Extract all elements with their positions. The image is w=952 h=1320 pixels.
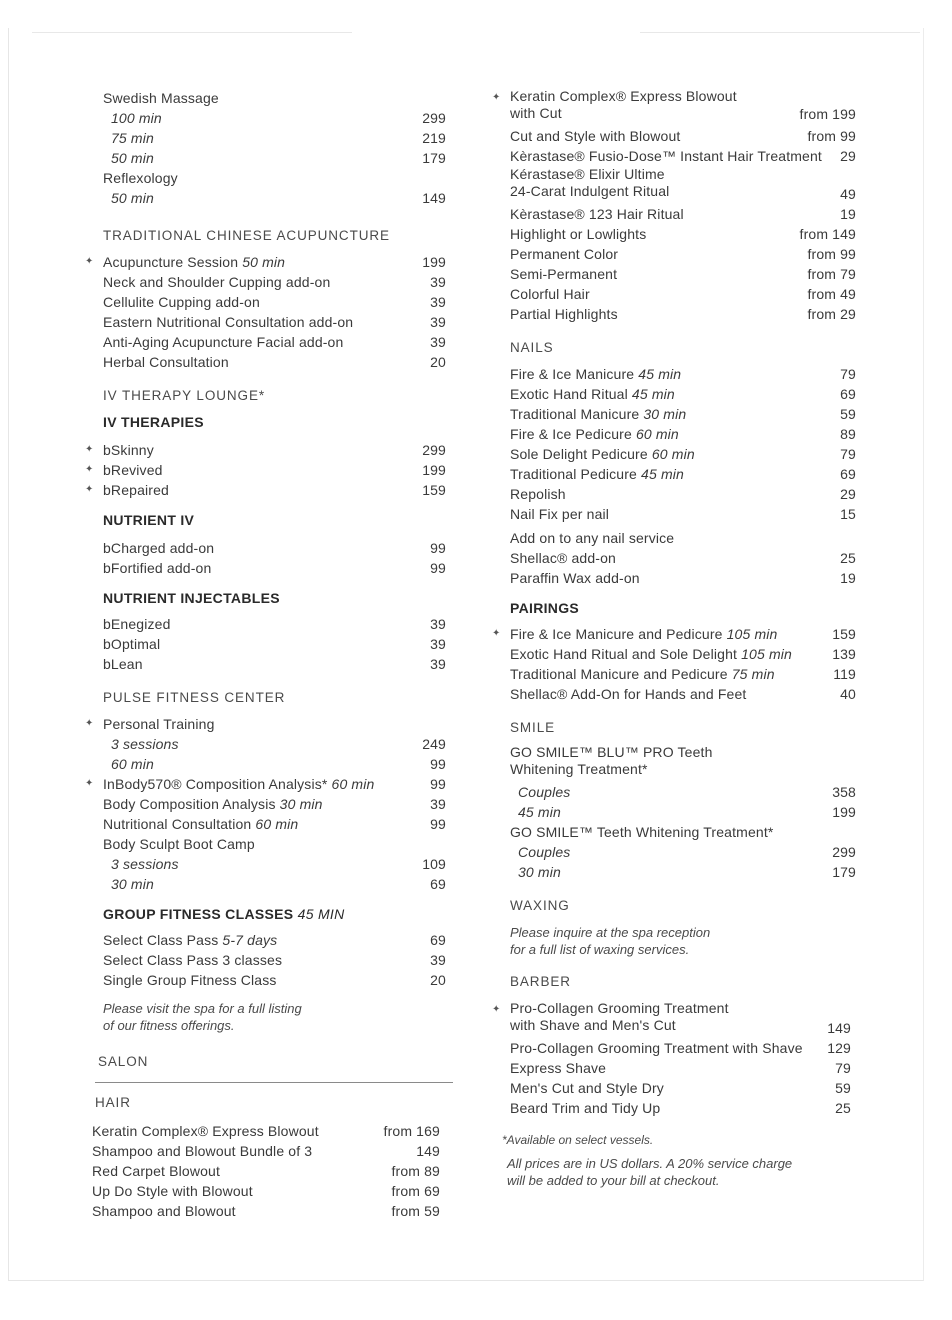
acupuncture-items	[103, 272, 453, 372]
item-price: 15	[840, 506, 856, 522]
menu-item-row	[103, 538, 453, 558]
item-price: 149	[422, 190, 446, 206]
item-name: Neck and Shoulder Cupping add-on	[103, 274, 331, 290]
item-price: 59	[840, 406, 856, 422]
nails-heading: NAILS	[510, 340, 554, 355]
nutrient-iv-title: NUTRIENT IV	[103, 512, 195, 528]
item-name: 50 min	[111, 190, 154, 206]
sparkle-icon: ✦	[85, 718, 94, 729]
item-price: from 49	[807, 286, 856, 302]
item-name: Repolish	[510, 486, 566, 502]
item-name: Cut and Style with Blowout	[510, 128, 681, 144]
menu-item-row	[103, 312, 453, 332]
menu-item-row	[510, 548, 860, 568]
reflexology-title: Reflexology	[103, 170, 178, 186]
item-price: 119	[833, 666, 856, 682]
item-name: 100 min	[111, 110, 162, 126]
menu-item-row	[103, 292, 453, 312]
waxing-note: Please inquire at the spa reception for a full list of waxing services.	[510, 925, 711, 957]
item-price: 159	[422, 482, 446, 498]
swedish-title: Swedish Massage	[103, 90, 219, 106]
item-price: from 29	[807, 306, 856, 322]
menu-item-row	[103, 332, 453, 352]
keratin-cut-row: ✦ Keratin Complex® Express Blowout with Cut from 199	[492, 88, 856, 122]
item-price: 79	[835, 1060, 851, 1076]
menu-item-row	[103, 634, 453, 654]
sparkle-icon: ✦	[85, 464, 94, 475]
item-name: Up Do Style with Blowout	[92, 1183, 253, 1199]
item-price: from 149	[799, 226, 856, 242]
item-name: bEnegized	[103, 616, 171, 632]
menu-item-row	[85, 480, 453, 500]
acupuncture-session-row: ✦ Acupuncture Session 50 min 199	[85, 254, 446, 270]
item-price: 79	[840, 446, 856, 462]
item-name: Herbal Consultation	[103, 354, 229, 370]
item-price: 299	[422, 110, 446, 126]
footnote-prices: All prices are in US dollars. A 20% service charge will be added to your bill at checkout.	[507, 1156, 793, 1188]
menu-item-row	[92, 1201, 453, 1221]
item-price: 249	[422, 736, 446, 752]
waxing-heading: WAXING	[510, 898, 570, 913]
hair-heading: HAIR	[95, 1095, 131, 1110]
item-price: 199	[832, 804, 856, 820]
item-price: 159	[832, 626, 856, 642]
item-name: 30 min	[518, 864, 561, 880]
item-name: Traditional Pedicure 45 min	[510, 466, 684, 482]
item-name: Fire & Ice Manicure 45 min	[510, 366, 682, 382]
item-price: 20	[430, 972, 446, 988]
menu-item-row	[510, 664, 860, 684]
item-name: Couples	[518, 844, 571, 860]
menu-item-row	[510, 684, 860, 704]
item-price: 39	[430, 656, 446, 672]
item-name: Nail Fix per nail	[510, 506, 610, 522]
nutrient-injectables-title: NUTRIENT INJECTABLES	[103, 590, 280, 606]
salon-hair-items	[92, 1121, 453, 1221]
left-column	[85, 88, 453, 1221]
menu-item-row	[510, 404, 860, 424]
menu-item-row	[85, 440, 453, 460]
item-name: Cellulite Cupping add-on	[103, 294, 260, 310]
item-price: 89	[840, 426, 856, 442]
menu-item-row	[103, 970, 453, 990]
menu-item-row	[510, 304, 860, 324]
item-name: Sole Delight Pedicure 60 min	[510, 446, 695, 462]
item-name: Anti-Aging Acupuncture Facial add-on	[103, 334, 344, 350]
item-price: 39	[430, 952, 446, 968]
menu-item-row	[510, 126, 860, 146]
acupuncture-heading: TRADITIONAL CHINESE ACUPUNCTURE	[103, 228, 390, 243]
iv-therapy-items	[85, 440, 453, 500]
item-price: 29	[840, 486, 856, 502]
item-name: Shampoo and Blowout Bundle of 3	[92, 1143, 313, 1159]
item-name: 75 min	[111, 130, 154, 146]
item-name: 3 sessions	[111, 856, 179, 872]
item-name: Paraffin Wax add-on	[510, 570, 640, 586]
item-price: 358	[832, 784, 856, 800]
menu-item-row	[510, 224, 860, 244]
item-price: from 79	[807, 266, 856, 282]
inbody-row: ✦ InBody570® Composition Analysis* 60 min 99	[85, 776, 446, 792]
menu-item-row	[510, 1098, 860, 1118]
menu-item-row	[103, 614, 453, 634]
menu-item-row	[103, 108, 453, 128]
item-name: 60 min	[111, 756, 154, 772]
item-price: 25	[835, 1100, 851, 1116]
item-price: 99	[430, 560, 446, 576]
item-name: 30 min	[111, 876, 154, 892]
item-name: Colorful Hair	[510, 286, 590, 302]
menu-item-row	[103, 874, 453, 894]
sparkle-icon: ✦	[492, 628, 501, 639]
item-price: from 69	[391, 1183, 440, 1199]
menu-item-row	[510, 1078, 860, 1098]
menu-item-row	[510, 146, 860, 166]
item-name: Couples	[518, 784, 571, 800]
menu-item-row	[103, 128, 453, 148]
item-name: Men's Cut and Style Dry	[510, 1080, 664, 1096]
item-name: Select Class Pass 5-7 days	[103, 932, 278, 948]
personal-training-row: ✦ Personal Training	[85, 716, 215, 732]
go-smile-blu-title: GO SMILE™ BLU™ PRO Teeth Whitening Treatment*	[510, 744, 713, 777]
menu-item-row	[103, 930, 453, 950]
personal-training-items	[103, 734, 453, 774]
footnote-vessels: *Available on select vessels.	[502, 1133, 654, 1147]
menu-item-row	[510, 424, 860, 444]
sparkle-icon: ✦	[492, 92, 501, 103]
menu-item-row	[510, 782, 860, 802]
item-price: 69	[430, 932, 446, 948]
sparkle-icon: ✦	[85, 778, 94, 789]
item-price: 39	[430, 314, 446, 330]
menu-item-row	[492, 624, 860, 644]
menu-item-row	[103, 950, 453, 970]
item-name: Kèrastase® Fusio-Dose™ Instant Hair Treatment	[510, 148, 822, 164]
item-name: Express Shave	[510, 1060, 607, 1076]
menu-item-row	[103, 148, 453, 168]
injectable-items	[103, 614, 453, 674]
item-price: 20	[430, 354, 446, 370]
item-price: from 169	[383, 1123, 440, 1139]
top-divider-right	[640, 32, 920, 33]
sparkle-icon: ✦	[85, 256, 94, 267]
item-name: 45 min	[518, 804, 561, 820]
nutritional-consultation-row: Nutritional Consultation 60 min 99	[103, 816, 446, 832]
item-price: 25	[840, 550, 856, 566]
menu-item-row	[510, 204, 860, 224]
item-name: Semi-Permanent	[510, 266, 618, 282]
item-name: 3 sessions	[111, 736, 179, 752]
nutrient-iv-items	[103, 538, 453, 578]
item-price: 19	[840, 570, 856, 586]
menu-item-row	[103, 352, 453, 372]
item-name: Shellac® add-on	[510, 550, 616, 566]
menu-item-row	[103, 558, 453, 578]
item-name: Single Group Fitness Class	[103, 972, 277, 988]
item-price: 99	[430, 756, 446, 772]
iv-lounge-heading: IV THERAPY LOUNGE*	[103, 388, 265, 403]
item-price: 149	[416, 1143, 440, 1159]
menu-item-row	[103, 754, 453, 774]
boot-camp-row: Body Sculpt Boot Camp	[103, 836, 255, 852]
menu-item-row	[510, 484, 860, 504]
item-name: Exotic Hand Ritual and Sole Delight 105 min	[510, 646, 792, 662]
item-name: Red Carpet Blowout	[92, 1163, 220, 1179]
item-name: Pro-Collagen Grooming Treatment with Shave	[510, 1040, 803, 1056]
item-price: from 89	[391, 1163, 440, 1179]
salon-heading: SALON	[98, 1054, 149, 1069]
menu-item-row	[510, 802, 860, 822]
item-name: Shellac® Add-On for Hands and Feet	[510, 686, 747, 702]
item-name: Fire & Ice Pedicure 60 min	[510, 426, 679, 442]
item-name: Eastern Nutritional Consultation add-on	[103, 314, 354, 330]
item-price: 39	[430, 636, 446, 652]
go-smile-teeth-title: GO SMILE™ Teeth Whitening Treatment*	[510, 824, 774, 840]
boot-camp-items	[103, 854, 453, 894]
body-composition-row: Body Composition Analysis 30 min 39	[103, 796, 446, 812]
menu-item-row	[103, 734, 453, 754]
item-price: 139	[832, 646, 856, 662]
item-price: 179	[832, 864, 856, 880]
item-name: bFortified add-on	[103, 560, 212, 576]
item-price: 29	[840, 148, 856, 164]
item-name: Traditional Manicure 30 min	[510, 406, 687, 422]
menu-item-row	[510, 244, 860, 264]
menu-item-row	[510, 862, 860, 882]
item-name: Keratin Complex® Express Blowout	[92, 1123, 319, 1139]
menu-item-row	[510, 284, 860, 304]
menu-item-row	[92, 1121, 453, 1141]
item-name: bOptimal	[103, 636, 161, 652]
item-price: 99	[430, 540, 446, 556]
reflexology-items	[103, 188, 453, 208]
item-price: 79	[840, 366, 856, 382]
item-price: from 99	[807, 246, 856, 262]
pro-collagen-row: ✦ Pro-Collagen Grooming Treatment with Shave and Men's Cut 149	[492, 1000, 851, 1036]
menu-item-row	[92, 1161, 453, 1181]
menu-item-row	[85, 460, 453, 480]
item-name: bCharged add-on	[103, 540, 215, 556]
hair-items-a	[510, 126, 860, 166]
menu-item-row	[510, 364, 860, 384]
menu-item-row	[510, 264, 860, 284]
item-price: 69	[840, 466, 856, 482]
item-name: Shampoo and Blowout	[92, 1203, 236, 1219]
item-price: 59	[835, 1080, 851, 1096]
item-name: bSkinny	[103, 442, 154, 458]
menu-item-row	[510, 384, 860, 404]
menu-item-row	[510, 842, 860, 862]
menu-item-row	[103, 854, 453, 874]
smile-heading: SMILE	[510, 720, 556, 735]
nail-items	[510, 364, 860, 524]
menu-item-row	[510, 644, 860, 664]
item-price: 69	[430, 876, 446, 892]
pairing-items	[492, 624, 860, 704]
item-name: Fire & Ice Manicure and Pedicure 105 min	[510, 626, 778, 642]
elixir-row: Kérastase® Elixir Ultime 24-Carat Indulgent Ritual 49	[510, 166, 856, 202]
nail-addon-title: Add on to any nail service	[510, 530, 675, 546]
go-smile-blu-items	[510, 782, 860, 822]
item-price: 299	[832, 844, 856, 860]
menu-item-row	[510, 1038, 860, 1058]
menu-item-row	[92, 1141, 453, 1161]
item-price: 39	[430, 334, 446, 350]
menu-item-row	[510, 504, 860, 524]
item-name: Exotic Hand Ritual 45 min	[510, 386, 675, 402]
barber-heading: BARBER	[510, 974, 571, 989]
right-column	[492, 88, 860, 1189]
item-name: 50 min	[111, 150, 154, 166]
item-price: 109	[422, 856, 446, 872]
item-price: 129	[827, 1040, 851, 1056]
item-price: 40	[840, 686, 856, 702]
item-price: 179	[422, 150, 446, 166]
menu-item-row	[510, 464, 860, 484]
item-price: 69	[840, 386, 856, 402]
item-price: 199	[422, 462, 446, 478]
iv-therapies-title: IV THERAPIES	[103, 414, 204, 430]
item-name: Kèrastase® 123 Hair Ritual	[510, 206, 684, 222]
item-name: bLean	[103, 656, 143, 672]
item-price: from 59	[391, 1203, 440, 1219]
fitness-heading: PULSE FITNESS CENTER	[103, 690, 286, 705]
group-fitness-title: GROUP FITNESS CLASSES 45 MIN	[103, 906, 345, 922]
pairings-heading: PAIRINGS	[510, 600, 580, 616]
hair-items-b	[510, 204, 860, 324]
menu-item-row	[103, 272, 453, 292]
swedish-items	[103, 108, 453, 168]
sparkle-icon: ✦	[85, 484, 94, 495]
barber-items	[510, 1038, 860, 1118]
top-divider-left	[32, 32, 352, 33]
item-name: Highlight or Lowlights	[510, 226, 647, 242]
item-name: Permanent Color	[510, 246, 619, 262]
item-price: 39	[430, 616, 446, 632]
sparkle-icon: ✦	[85, 444, 94, 455]
item-price: 219	[422, 130, 446, 146]
menu-item-row	[510, 444, 860, 464]
group-fitness-items	[103, 930, 453, 990]
item-price: 299	[422, 442, 446, 458]
item-price: 39	[430, 294, 446, 310]
item-price: from 99	[807, 128, 856, 144]
menu-item-row	[510, 1058, 860, 1078]
menu-item-row	[103, 188, 453, 208]
menu-item-row	[103, 654, 453, 674]
nail-addon-items	[510, 548, 860, 588]
item-price: 19	[840, 206, 856, 222]
menu-item-row	[510, 568, 860, 588]
item-name: Beard Trim and Tidy Up	[510, 1100, 661, 1116]
menu-item-row	[92, 1181, 453, 1201]
fitness-note: Please visit the spa for a full listing of our fitness offerings.	[103, 1001, 302, 1033]
sparkle-icon: ✦	[492, 1004, 501, 1015]
item-name: Partial Highlights	[510, 306, 618, 322]
go-smile-teeth-items	[510, 842, 860, 882]
item-name: Traditional Manicure and Pedicure 75 min	[510, 666, 775, 682]
item-name: Select Class Pass 3 classes	[103, 952, 283, 968]
item-name: bRevived	[103, 462, 163, 478]
item-name: bRepaired	[103, 482, 169, 498]
item-price: 39	[430, 274, 446, 290]
